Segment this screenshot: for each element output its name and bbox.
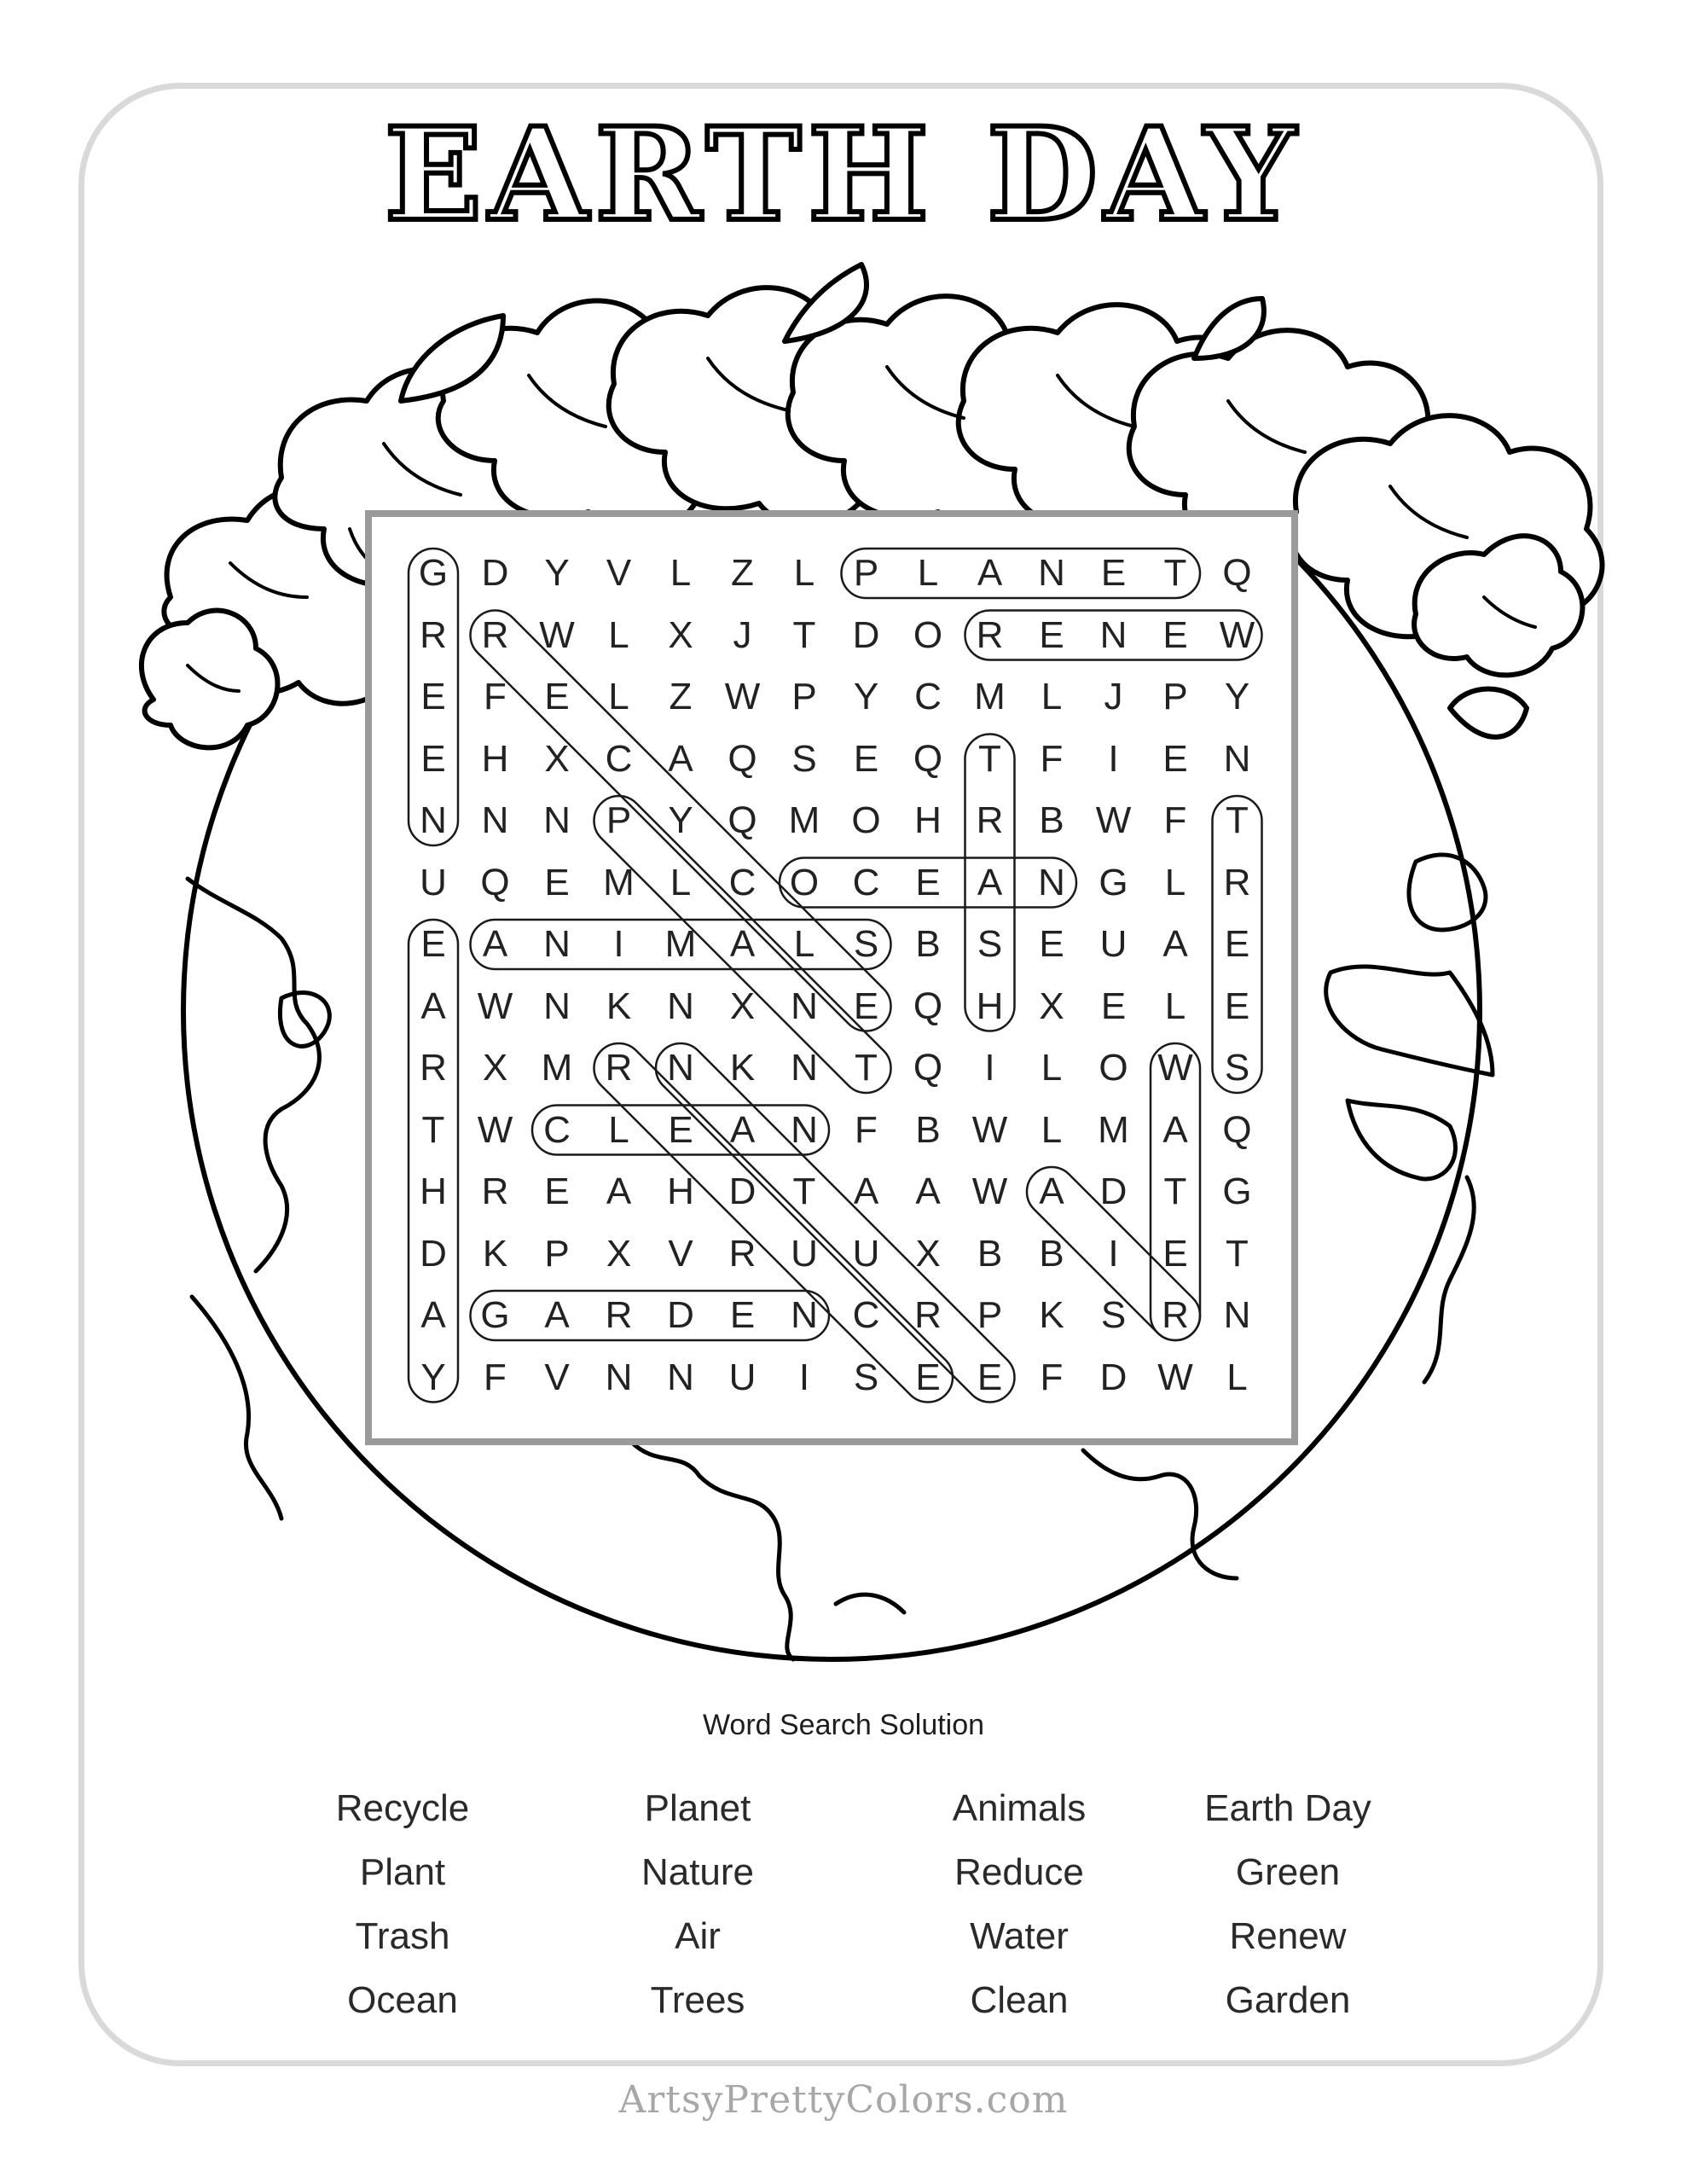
grid-letter: C (605, 737, 633, 780)
grid-letter: D (481, 552, 509, 594)
grid-letter: F (855, 1108, 878, 1151)
grid-letter: Z (669, 676, 693, 717)
word-item: Trees (650, 1979, 745, 2021)
grid-letter: N (667, 1356, 694, 1398)
grid-letter: P (977, 1294, 1003, 1336)
grid-letter: S (853, 923, 879, 965)
grid-letter: Y (668, 799, 693, 841)
grid-letter: N (1038, 861, 1065, 903)
grid-letter: W (971, 1170, 1008, 1212)
grid-letter: B (915, 1108, 941, 1151)
grid-letter: L (1226, 1356, 1248, 1398)
grid-letter: E (729, 1294, 756, 1336)
grid-letter: D (667, 1294, 694, 1336)
grid-letter: E (915, 1356, 941, 1398)
grid-letter: G (480, 1294, 510, 1336)
grid-letter: E (853, 985, 879, 1027)
word-item: Garden (1225, 1979, 1351, 2021)
grid-letter: A (668, 737, 693, 780)
grid-letter: M (664, 923, 697, 965)
grid-letter: I (1108, 1232, 1119, 1275)
grid-letter: M (974, 676, 1006, 717)
grid-letter: X (606, 1232, 632, 1275)
grid-letter: F (1040, 1356, 1064, 1398)
grid-letter: X (668, 613, 693, 656)
word-item: Planet (644, 1787, 751, 1829)
grid-letter: K (482, 1232, 508, 1275)
grid-letter: L (608, 676, 629, 717)
grid-letter: E (1039, 613, 1064, 656)
grid-letter: A (729, 923, 756, 965)
grid-letter: T (1163, 552, 1187, 594)
grid-letter: U (791, 1232, 818, 1275)
grid-letter: A (729, 1108, 756, 1151)
grid-letter: G (418, 552, 449, 594)
grid-letter: E (668, 1108, 693, 1151)
grid-letter: E (420, 676, 446, 717)
grid-letter: G (1222, 1170, 1252, 1212)
grid-letter: H (914, 799, 942, 841)
grid-letter: R (976, 613, 1004, 656)
grid-letter: W (724, 676, 761, 717)
grid-letter: R (605, 1294, 633, 1336)
solution-label: Word Search Solution (702, 1709, 985, 1741)
grid-letter: Q (913, 737, 943, 780)
grid-letter: P (791, 676, 817, 717)
grid-letter: C (852, 861, 880, 903)
grid-letter: B (1039, 799, 1064, 841)
grid-letter: N (667, 985, 694, 1027)
grid-letter: Y (1224, 676, 1250, 717)
grid-letter: A (915, 1170, 941, 1212)
grid-letter: N (543, 985, 571, 1027)
grid-letter: L (1041, 676, 1063, 717)
grid-letter: A (853, 1170, 879, 1212)
grid-letter: L (1164, 861, 1186, 903)
grid-letter: R (728, 1232, 757, 1275)
grid-letter: X (1039, 985, 1064, 1027)
grid-letter: N (605, 1356, 633, 1398)
grid-letter: E (1162, 1232, 1188, 1275)
grid-letter: R (1223, 861, 1251, 903)
grid-letter: N (1223, 737, 1251, 780)
grid-letter: L (608, 613, 629, 656)
word-item: Trash (355, 1915, 450, 1957)
grid-letter: D (420, 1232, 447, 1275)
grid-letter: E (420, 737, 446, 780)
grid-letter: E (544, 861, 570, 903)
grid-letter: J (733, 613, 752, 656)
grid-letter: W (477, 1108, 513, 1151)
grid-letter: L (793, 552, 815, 594)
grid-letter: N (791, 985, 818, 1027)
grid-letter: N (667, 1047, 694, 1089)
grid-letter: E (1162, 613, 1188, 656)
grid-letter: N (1038, 552, 1065, 594)
grid-letter: W (477, 985, 513, 1027)
grid-letter: Q (1222, 552, 1252, 594)
grid-letter: R (605, 1047, 633, 1089)
grid-letter: O (1099, 1047, 1128, 1089)
grid-letter: E (915, 861, 941, 903)
grid-letter: K (606, 985, 632, 1027)
grid-letter: B (915, 923, 941, 965)
word-item: Air (675, 1915, 721, 1957)
word-item: Water (970, 1915, 1069, 1957)
grid-letter: E (853, 737, 879, 780)
grid-letter: Q (1222, 1108, 1252, 1151)
grid-letter: A (977, 552, 1003, 594)
grid-letter: N (543, 923, 571, 965)
grid-letter: M (788, 799, 820, 841)
grid-letter: H (420, 1170, 447, 1212)
grid-letter: S (853, 1356, 879, 1398)
word-item: Ocean (347, 1979, 458, 2021)
grid-letter: R (420, 1047, 447, 1089)
grid-letter: A (977, 861, 1003, 903)
grid-letter: D (1099, 1356, 1128, 1398)
grid-letter: S (977, 923, 1003, 965)
grid-letter: O (789, 861, 820, 903)
grid-letter: D (1099, 1170, 1128, 1212)
grid-letter: C (852, 1294, 880, 1336)
grid-letter: W (1157, 1356, 1193, 1398)
word-item: Nature (641, 1851, 755, 1893)
grid-letter: D (852, 613, 880, 656)
grid-letter: R (914, 1294, 942, 1336)
grid-letter: B (977, 1232, 1003, 1275)
grid-letter: N (791, 1108, 818, 1151)
grid-letter: A (606, 1170, 632, 1212)
word-item: Plant (359, 1851, 446, 1893)
grid-letter: P (606, 799, 632, 841)
grid-letter: B (1039, 1232, 1064, 1275)
grid-letter: I (613, 923, 624, 965)
grid-letter: R (481, 1170, 509, 1212)
grid-letter: Y (853, 676, 879, 717)
grid-letter: N (481, 799, 509, 841)
grid-letter: T (978, 737, 1001, 780)
grid-letter: E (544, 676, 570, 717)
grid-letter: N (791, 1294, 818, 1336)
grid-letter: P (853, 552, 879, 594)
grid-letter: V (544, 1356, 570, 1398)
grid-letter: N (1099, 613, 1128, 656)
grid-letter: A (420, 1294, 446, 1336)
grid-letter: L (793, 923, 815, 965)
footer-site-name: ArtsyPrettyColors.com (618, 2078, 1069, 2122)
grid-letter: X (482, 1047, 508, 1089)
grid-letter: J (1104, 676, 1123, 717)
grid-letter: L (1041, 1047, 1063, 1089)
grid-letter: F (1163, 799, 1187, 841)
grid-letter: M (541, 1047, 573, 1089)
grid-letter: Q (728, 799, 757, 841)
grid-letter: A (1039, 1170, 1064, 1212)
grid-letter: E (1224, 923, 1250, 965)
grid-letter: U (728, 1356, 757, 1398)
grid-letter: R (420, 613, 447, 656)
grid-letter: E (420, 923, 446, 965)
grid-letter: W (1157, 1047, 1193, 1089)
grid-letter: H (667, 1170, 694, 1212)
word-search-grid (365, 510, 1298, 1445)
grid-letter: C (914, 676, 942, 717)
grid-letter: N (420, 799, 447, 841)
word-item: Renew (1229, 1915, 1347, 1957)
grid-letter: E (1162, 737, 1188, 780)
grid-letter: W (971, 1108, 1008, 1151)
grid-letter: V (606, 552, 632, 594)
grid-letter: W (1219, 613, 1255, 656)
grid-letter: C (728, 861, 757, 903)
grid-letter: Q (728, 737, 757, 780)
grid-letter: L (670, 552, 692, 594)
grid-letter: F (484, 676, 507, 717)
grid-letter: P (544, 1232, 570, 1275)
grid-letter: U (1099, 923, 1128, 965)
grid-letter: Y (420, 1356, 446, 1398)
grid-letter: K (729, 1047, 756, 1089)
grid-letter: I (1108, 737, 1119, 780)
grid-letter: T (421, 1108, 445, 1151)
grid-letter: O (851, 799, 881, 841)
grid-letter: W (1095, 799, 1132, 841)
word-item: Animals (952, 1787, 1087, 1829)
grid-letter: F (484, 1356, 507, 1398)
grid-letter: S (1224, 1047, 1250, 1089)
grid-letter: U (852, 1232, 880, 1275)
grid-letter: R (976, 799, 1004, 841)
grid-letter: Q (913, 1047, 943, 1089)
grid-letter: Q (913, 985, 943, 1027)
grid-letter: S (791, 737, 817, 780)
grid-letter: T (855, 1047, 878, 1089)
grid-letter: X (729, 985, 756, 1027)
grid-letter: E (1100, 552, 1127, 594)
grid-letter: N (1223, 1294, 1251, 1336)
grid-letter: O (913, 613, 943, 656)
grid-letter: L (917, 552, 939, 594)
grid-letter: R (1162, 1294, 1189, 1336)
word-item: Reduce (954, 1851, 1084, 1893)
grid-letter: T (1226, 799, 1249, 841)
grid-letter: H (976, 985, 1004, 1027)
grid-letter: F (1040, 737, 1064, 780)
grid-letter: E (1039, 923, 1064, 965)
grid-letter: A (1162, 923, 1188, 965)
grid-letter: H (481, 737, 509, 780)
grid-letter: T (1163, 1170, 1187, 1212)
grid-letter: S (1100, 1294, 1127, 1336)
grid-letter: K (1039, 1294, 1064, 1336)
page-title: EARTH DAY (384, 100, 1303, 250)
grid-letter: P (1162, 676, 1188, 717)
grid-letter: A (1162, 1108, 1188, 1151)
grid-letter: L (670, 861, 692, 903)
grid-letter: Y (544, 552, 570, 594)
word-item: Clean (970, 1979, 1069, 2021)
grid-letter: T (1226, 1232, 1249, 1275)
grid-letter: E (1224, 985, 1250, 1027)
grid-letter: N (543, 799, 571, 841)
grid-letter: T (792, 613, 816, 656)
grid-letter: C (543, 1108, 571, 1151)
grid-letter: X (544, 737, 570, 780)
grid-letter: A (420, 985, 446, 1027)
grid-letter: A (482, 923, 508, 965)
grid-letter: I (984, 1047, 995, 1089)
grid-letter: E (1100, 985, 1127, 1027)
grid-letter: Z (731, 552, 754, 594)
grid-letter: I (798, 1356, 810, 1398)
grid-letter: E (977, 1356, 1003, 1398)
grid-letter: V (668, 1232, 693, 1275)
grid-letter: L (1164, 985, 1186, 1027)
grid-letter: A (544, 1294, 570, 1336)
grid-letter: X (915, 1232, 941, 1275)
grid-letter: N (791, 1047, 818, 1089)
grid-letter: G (1099, 861, 1128, 903)
grid-letter: E (544, 1170, 570, 1212)
grid-letter: M (1098, 1108, 1129, 1151)
grid-letter: L (1041, 1108, 1063, 1151)
grid-letter: M (603, 861, 635, 903)
grid-letter: Q (480, 861, 510, 903)
grid-letter: W (539, 613, 575, 656)
grid-letter: L (608, 1108, 629, 1151)
word-item: Green (1235, 1851, 1341, 1893)
grid-letter: T (792, 1170, 816, 1212)
grid-letter: R (481, 613, 509, 656)
grid-letter: D (728, 1170, 757, 1212)
word-item: Earth Day (1204, 1787, 1371, 1829)
grid-letter: U (420, 861, 447, 903)
word-item: Recycle (335, 1787, 470, 1829)
